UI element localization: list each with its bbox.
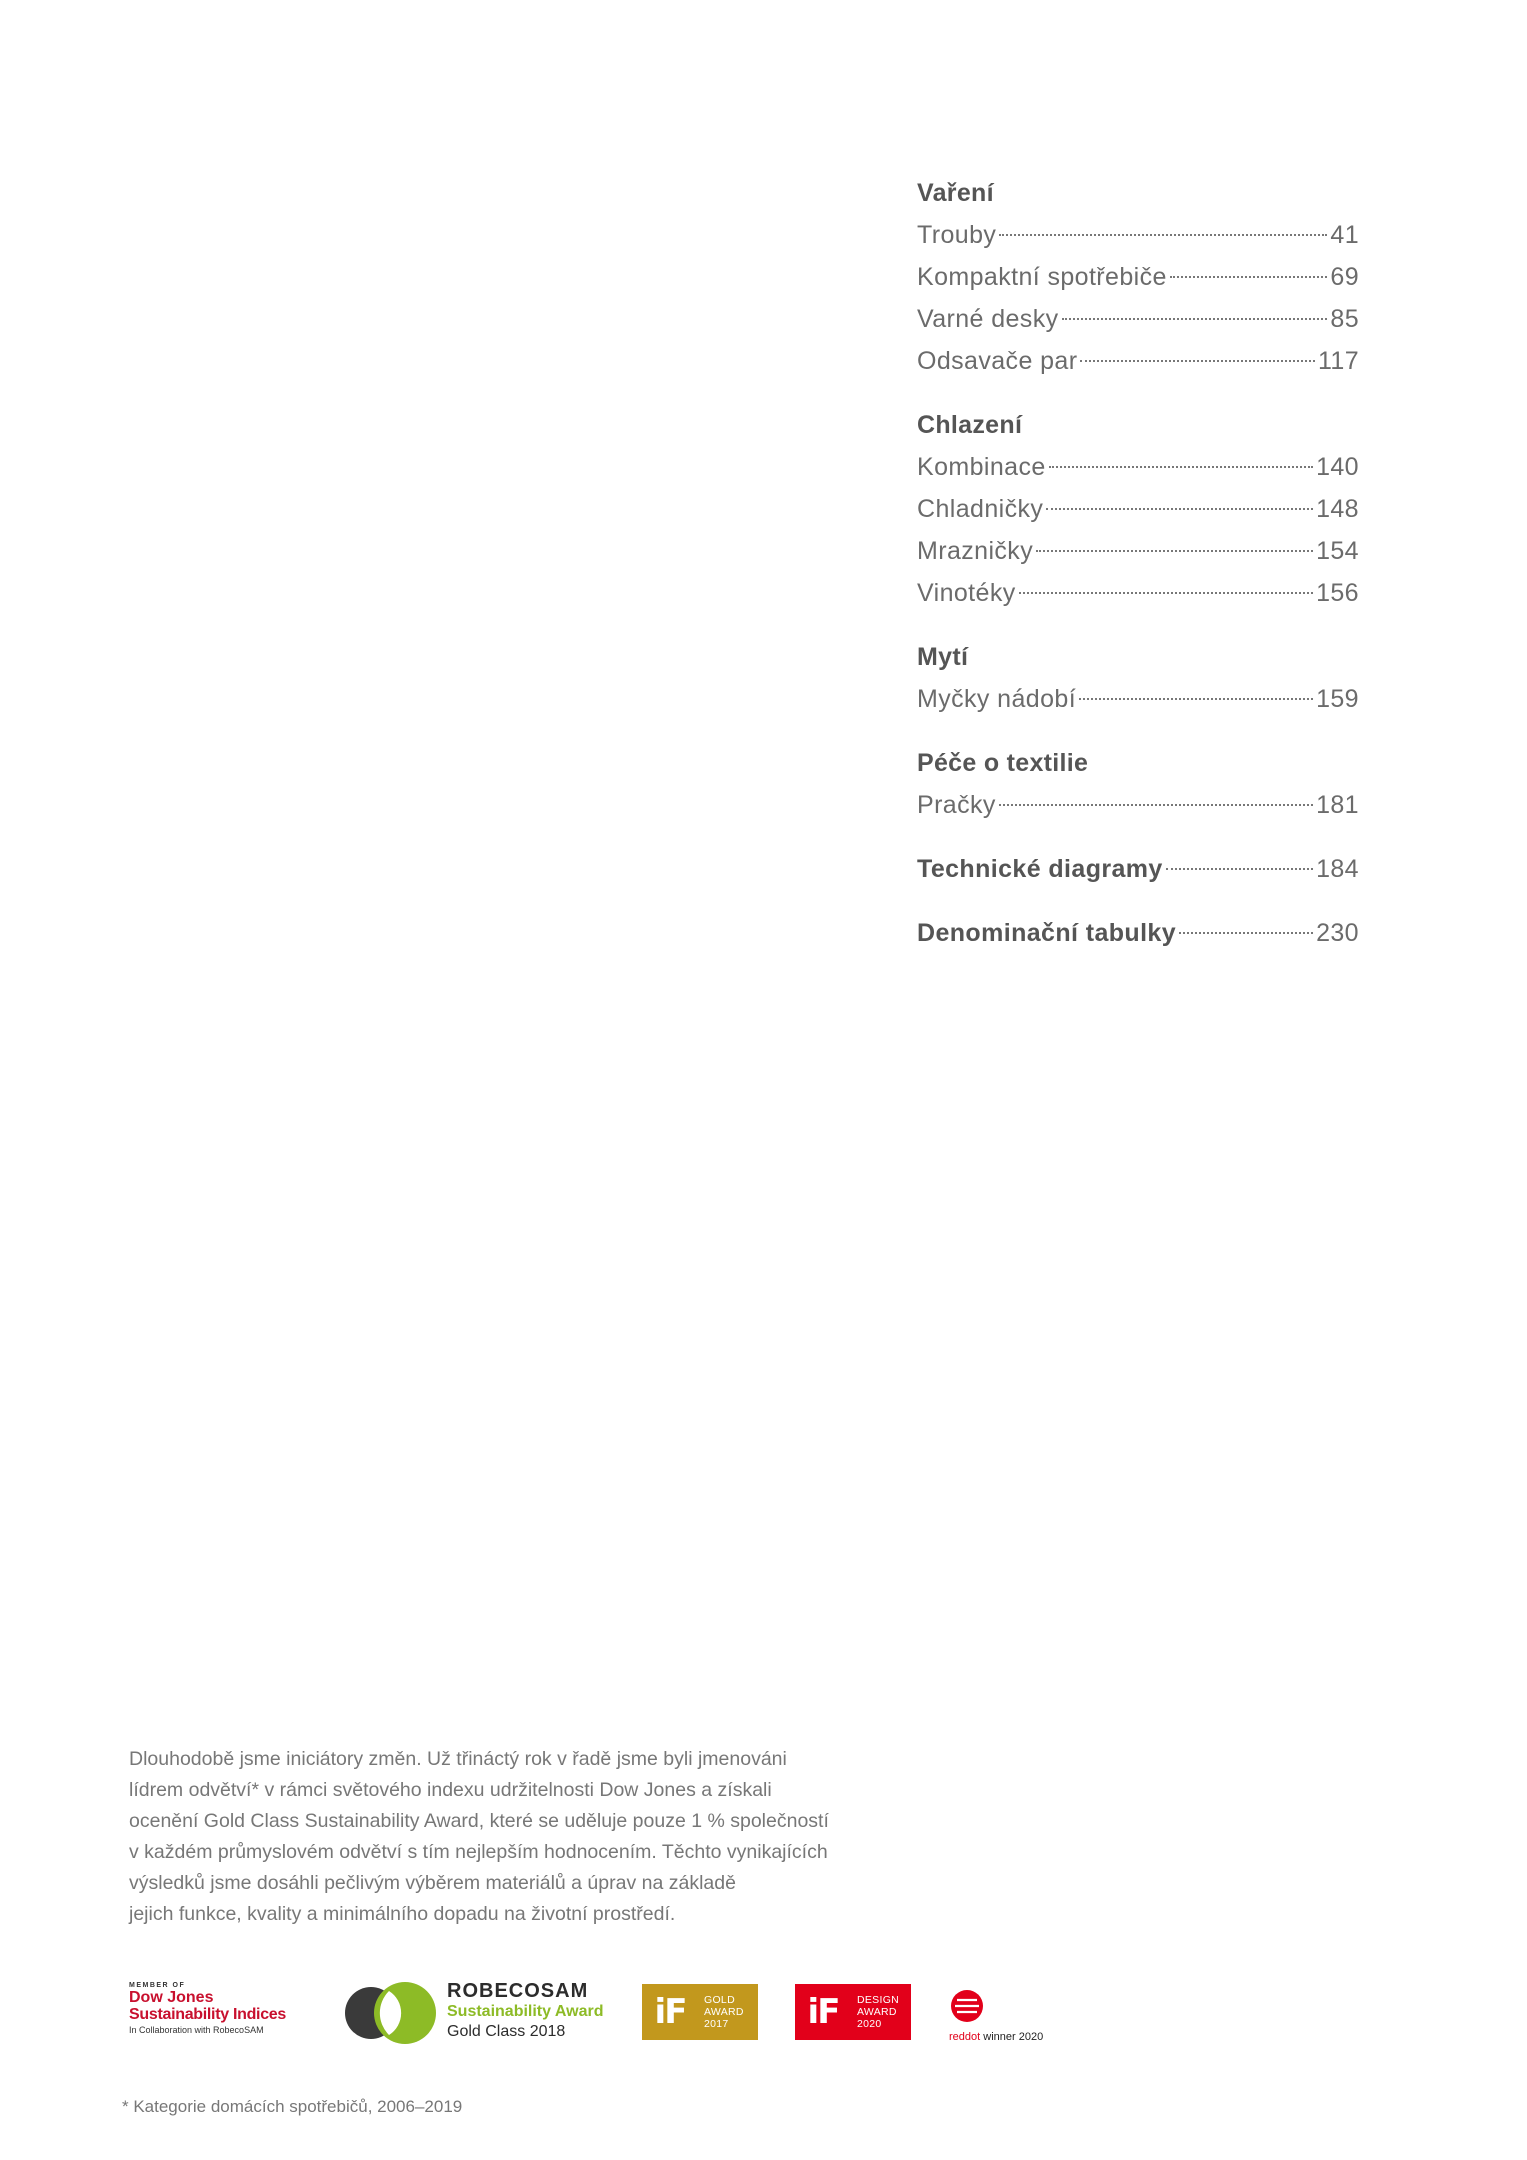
toc-entry-label: Myčky nádobí (917, 685, 1077, 713)
toc-entry[interactable] (917, 340, 1359, 382)
toc-group-cooling (917, 404, 1359, 614)
leader-dots (999, 234, 1327, 236)
leader-dots (1049, 466, 1313, 468)
sustainability-paragraph (129, 1744, 889, 1930)
leader-dots (1046, 508, 1313, 510)
djsi-collab: In Collaboration with RobecoSAM (129, 2025, 264, 2035)
toc-group-denomination (917, 912, 1359, 954)
if-red-line2: AWARD (857, 2006, 897, 2018)
toc-entry[interactable] (917, 298, 1359, 340)
toc-entry[interactable] (917, 214, 1359, 256)
footnote: * Kategorie domácích spotřebičů, 2006–2019 (122, 2097, 463, 2116)
awards-logo-row (129, 1980, 1089, 2050)
toc-entry-denomination-tables[interactable] (917, 912, 1359, 954)
toc-group-cooking (917, 172, 1359, 382)
toc-entry-label: Vinotéky (917, 579, 1016, 607)
toc-entry[interactable] (917, 572, 1359, 614)
toc-heading: Péče o textilie (917, 749, 1089, 777)
toc-entry[interactable] (917, 446, 1359, 488)
robecosam-logo (345, 1980, 605, 2046)
toc-entry[interactable] (917, 784, 1359, 826)
toc-group-textile-care (917, 742, 1359, 826)
toc-entry-label: Odsavače par (917, 347, 1078, 375)
toc-entry-technical-diagrams[interactable] (917, 848, 1359, 890)
toc-entry-label: Varné desky (917, 305, 1059, 333)
paragraph-line: lídrem odvětví* v rámci světového indexu udržitelnosti Dow Jones a získali (129, 1779, 772, 1801)
toc-entry-label: Technické diagramy (917, 855, 1163, 883)
leader-dots (1170, 276, 1328, 278)
toc-group-washing (917, 636, 1359, 720)
toc-entry[interactable] (917, 488, 1359, 530)
toc-entry-label: Trouby (917, 221, 997, 249)
djsi-logo (129, 1982, 324, 2042)
if-design-award-logo (795, 1984, 911, 2040)
leader-dots (1166, 868, 1313, 870)
toc-entry-page: 85 (1330, 305, 1359, 333)
toc-entry-label: Kombinace (917, 453, 1046, 481)
toc-entry-label: Kompaktní spotřebiče (917, 263, 1167, 291)
toc-entry[interactable] (917, 256, 1359, 298)
if-red-line3: 2020 (857, 2018, 882, 2030)
leader-dots (1019, 592, 1313, 594)
robecosam-brand: ROBECOSAM (447, 1980, 589, 2002)
reddot-logo (949, 1988, 1089, 2044)
toc-entry[interactable] (917, 530, 1359, 572)
paragraph-line: výsledků jsme dosáhli pečlivým výběrem materiálů a úprav na základě (129, 1872, 736, 1894)
if-gold-line1: GOLD (704, 1994, 735, 2006)
toc-entry-label: Denominační tabulky (917, 919, 1177, 947)
toc-heading: Mytí (917, 643, 969, 671)
leader-dots (1036, 550, 1313, 552)
toc-entry-page: 41 (1330, 221, 1359, 249)
djsi-line2: Sustainability Indices (129, 2006, 287, 2023)
reddot-winner-text: winner 2020 (980, 2031, 1044, 2043)
toc-entry[interactable] (917, 678, 1359, 720)
toc-entry-page: 159 (1316, 685, 1359, 713)
toc-entry-label: Pračky (917, 791, 996, 819)
toc-entry-label: Chladničky (917, 495, 1044, 523)
robecosam-gold-class: Gold Class 2018 (447, 2023, 566, 2040)
toc-entry-page: 148 (1316, 495, 1359, 523)
if-red-line1: DESIGN (857, 1994, 900, 2006)
robecosam-circles-icon (345, 1982, 439, 2044)
toc-entry-page: 181 (1316, 791, 1359, 819)
robecosam-award: Sustainability Award (447, 2003, 604, 2020)
paragraph-line: ocenění Gold Class Sustainability Award, které se uděluje pouze 1 % společností (129, 1810, 829, 1832)
leader-dots (1079, 698, 1313, 700)
leader-dots (1179, 932, 1313, 934)
toc-entry-page: 69 (1330, 263, 1359, 291)
if-gold-line3: 2017 (704, 2018, 729, 2030)
table-of-contents (917, 172, 1359, 976)
toc-entry-page: 230 (1316, 919, 1359, 947)
djsi-line1: Dow Jones (129, 1989, 214, 2006)
reddot-icon (949, 1988, 985, 2024)
toc-entry-page: 156 (1316, 579, 1359, 607)
if-mark-icon: iF (654, 1992, 686, 2032)
djsi-member-text: MEMBER OF (129, 1982, 186, 1989)
leader-dots (1080, 360, 1314, 362)
paragraph-line: jejich funkce, kvality a minimálního dopadu na životní prostředí. (129, 1903, 676, 1925)
toc-heading: Chlazení (917, 411, 1023, 439)
toc-entry-label: Mrazničky (917, 537, 1034, 565)
if-gold-line2: AWARD (704, 2006, 744, 2018)
toc-heading: Vaření (917, 179, 994, 207)
leader-dots (999, 804, 1313, 806)
if-mark-icon: iF (807, 1992, 839, 2032)
toc-entry-page: 184 (1316, 855, 1359, 883)
toc-entry-page: 140 (1316, 453, 1359, 481)
if-gold-award-logo (642, 1984, 758, 2040)
paragraph-line: v každém průmyslovém odvětví s tím nejlepším hodnocením. Těchto vynikajících (129, 1841, 828, 1863)
reddot-red-text: reddot (949, 2031, 981, 2043)
toc-group-technical (917, 848, 1359, 890)
paragraph-line: Dlouhodobě jsme iniciátory změn. Už třináctý rok v řadě jsme byli jmenováni (129, 1748, 787, 1770)
toc-entry-page: 117 (1317, 347, 1359, 375)
leader-dots (1062, 318, 1328, 320)
toc-entry-page: 154 (1316, 537, 1359, 565)
